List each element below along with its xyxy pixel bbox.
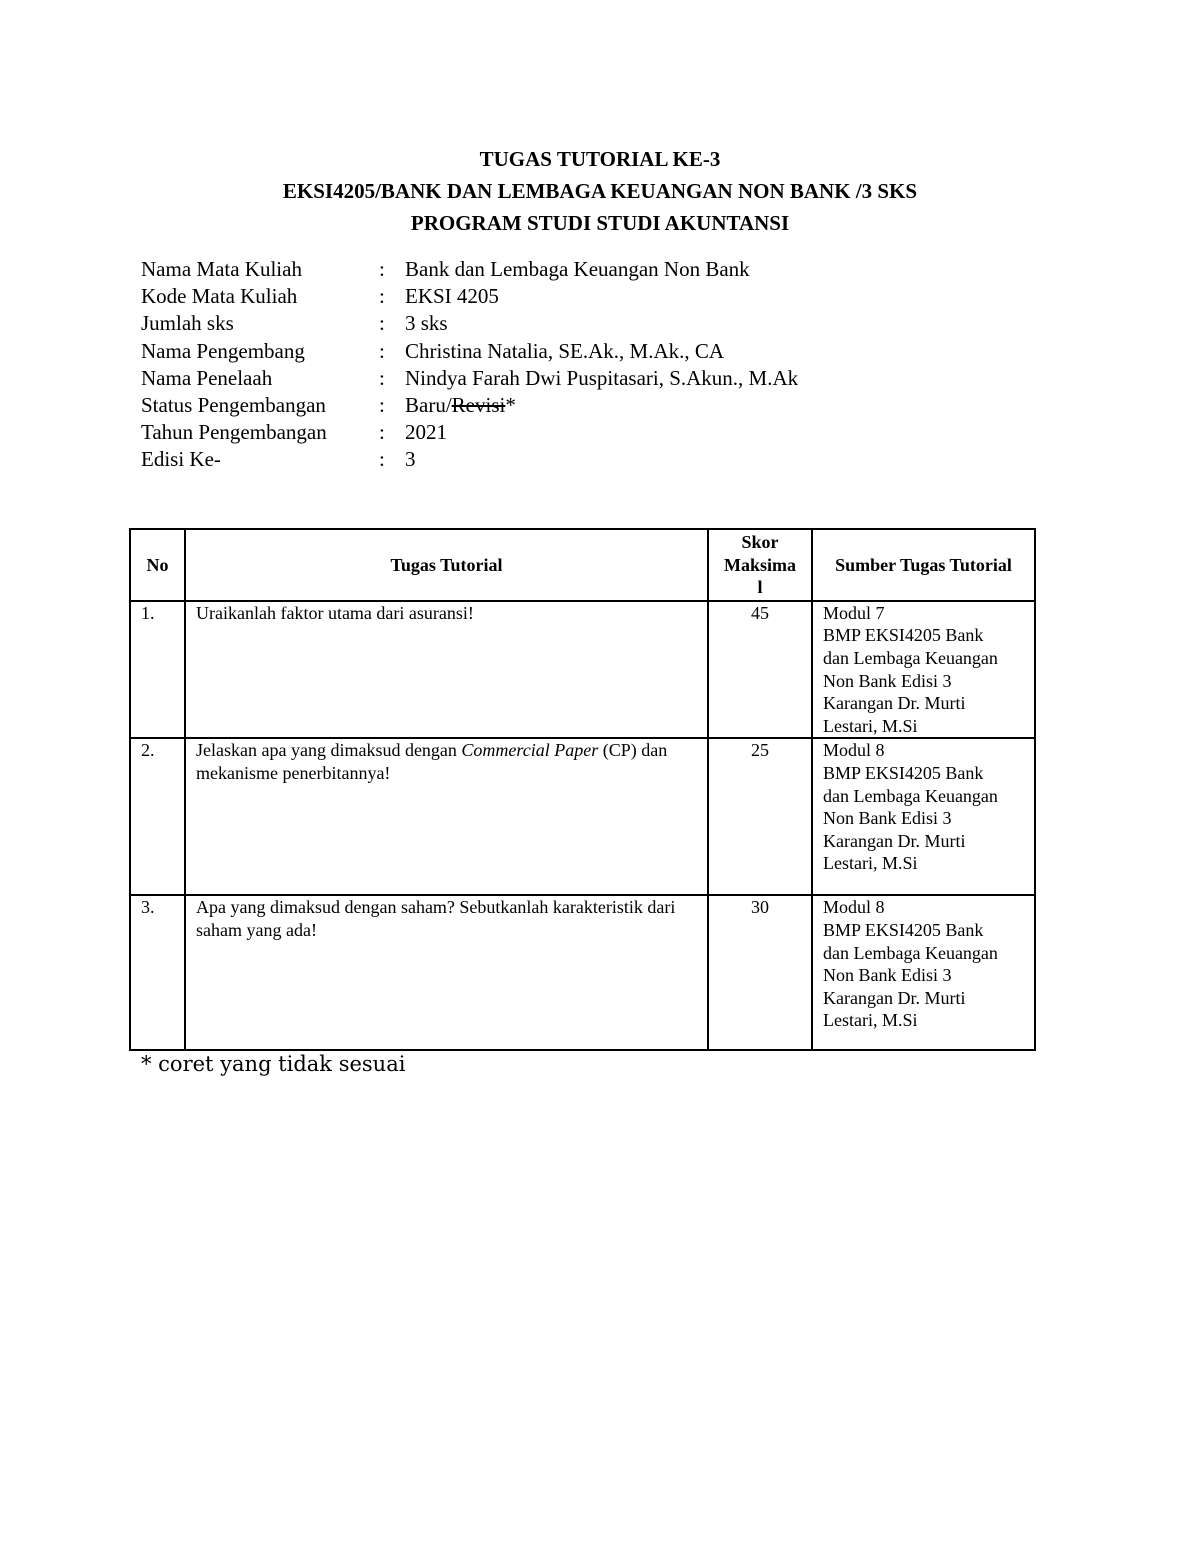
table-row	[130, 895, 1035, 1050]
source-line: Modul 8	[823, 897, 885, 918]
row-score: 30	[708, 895, 812, 1050]
info-colon: :	[379, 257, 385, 281]
source-line: Karangan Dr. Murti	[823, 693, 966, 714]
info-value: 3 sks	[405, 311, 448, 336]
row-task	[185, 738, 708, 895]
info-row-year	[141, 419, 798, 446]
source-line: Lestari, M.Si	[823, 715, 918, 736]
header-task: Tugas Tutorial	[185, 529, 708, 601]
footnote: * coret yang tidak sesuai	[141, 1052, 406, 1076]
task-text: (CP) dan mekanisme penerbitannya!	[196, 740, 668, 783]
status-asterisk: *	[505, 393, 516, 418]
source-line: Modul 7	[823, 602, 885, 623]
info-colon: :	[379, 365, 385, 390]
task-term-italic: Commercial Paper	[461, 740, 599, 761]
document-title	[0, 143, 1200, 239]
source-line: Lestari, M.Si	[823, 1010, 918, 1031]
info-label: Kode Mata Kuliah	[141, 284, 298, 309]
info-label: Jumlah sks	[141, 311, 234, 336]
tutorial-task-table	[129, 528, 1036, 1051]
info-value	[405, 392, 516, 419]
info-value: 3	[405, 447, 416, 472]
info-row-course-name	[141, 256, 798, 283]
info-row-sks	[141, 310, 798, 337]
header-max-score-line2: Maksima	[724, 554, 796, 575]
source-line: dan Lembaga Keuangan	[823, 942, 998, 963]
header-max-score-line3: l	[757, 577, 763, 598]
title-line-1: TUGAS TUTORIAL KE-3	[479, 147, 721, 171]
row-number: 3.	[130, 895, 185, 1050]
row-score: 45	[708, 601, 812, 739]
table-row	[130, 738, 1035, 895]
source-line: dan Lembaga Keuangan	[823, 647, 998, 668]
info-colon: :	[379, 338, 385, 363]
row-source	[812, 738, 1035, 895]
info-colon: :	[379, 311, 385, 336]
row-number: 2.	[130, 738, 185, 895]
header-no: No	[130, 529, 185, 601]
info-row-edition	[141, 446, 798, 473]
info-label: Nama Mata Kuliah	[141, 257, 302, 281]
info-label: Edisi Ke-	[141, 447, 221, 472]
source-line: BMP EKSI4205 Bank	[823, 625, 984, 646]
info-colon: :	[379, 284, 385, 309]
info-colon: :	[379, 393, 385, 418]
source-line: Karangan Dr. Murti	[823, 830, 966, 851]
row-source	[812, 601, 1035, 739]
source-line: Non Bank Edisi 3	[823, 670, 952, 691]
source-line: Lestari, M.Si	[823, 853, 918, 874]
header-max-score-line1: Skor	[741, 532, 779, 552]
header-max-score	[708, 529, 812, 601]
title-line-3: PROGRAM STUDI STUDI AKUNTANSI	[410, 211, 790, 235]
status-new: Baru/	[405, 393, 452, 418]
info-value: Christina Natalia, SE.Ak., M.Ak., CA	[405, 338, 725, 363]
info-colon: :	[379, 447, 385, 472]
info-row-status	[141, 392, 798, 419]
course-info	[141, 256, 798, 474]
info-label: Status Pengembangan	[141, 393, 326, 418]
source-line: Non Bank Edisi 3	[823, 965, 952, 986]
info-row-course-code	[141, 283, 798, 310]
info-value: EKSI 4205	[405, 284, 499, 309]
header-source: Sumber Tugas Tutorial	[812, 529, 1035, 601]
info-colon: :	[379, 420, 385, 445]
row-task: Apa yang dimaksud dengan saham? Sebutkanlah karakteristik dari saham yang ada!	[185, 895, 708, 1050]
row-source	[812, 895, 1035, 1050]
row-number: 1.	[130, 601, 185, 739]
info-label: Nama Penelaah	[141, 365, 273, 390]
task-text: Jelaskan apa yang dimaksud dengan	[196, 740, 462, 761]
row-task: Uraikanlah faktor utama dari asuransi!	[185, 601, 708, 739]
info-label: Tahun Pengembangan	[141, 420, 327, 445]
source-line: BMP EKSI4205 Bank	[823, 919, 984, 940]
source-line: BMP EKSI4205 Bank	[823, 762, 984, 783]
info-row-reviewer	[141, 365, 798, 392]
source-line: Non Bank Edisi 3	[823, 808, 952, 829]
source-line: dan Lembaga Keuangan	[823, 785, 998, 806]
info-value: Bank dan Lembaga Keuangan Non Bank	[405, 257, 750, 281]
info-value: 2021	[405, 420, 447, 445]
info-row-developer	[141, 338, 798, 365]
row-score: 25	[708, 738, 812, 895]
status-revision-struck: Revisi	[451, 393, 506, 418]
table-header-row	[130, 529, 1035, 601]
title-line-2: EKSI4205/BANK DAN LEMBAGA KEUANGAN NON BANK /3 SKS	[282, 179, 918, 203]
info-value: Nindya Farah Dwi Puspitasari, S.Akun., M.Ak	[405, 365, 799, 390]
table-row	[130, 601, 1035, 739]
info-label: Nama Pengembang	[141, 338, 305, 363]
source-line: Modul 8	[823, 740, 885, 761]
source-line: Karangan Dr. Murti	[823, 987, 966, 1008]
